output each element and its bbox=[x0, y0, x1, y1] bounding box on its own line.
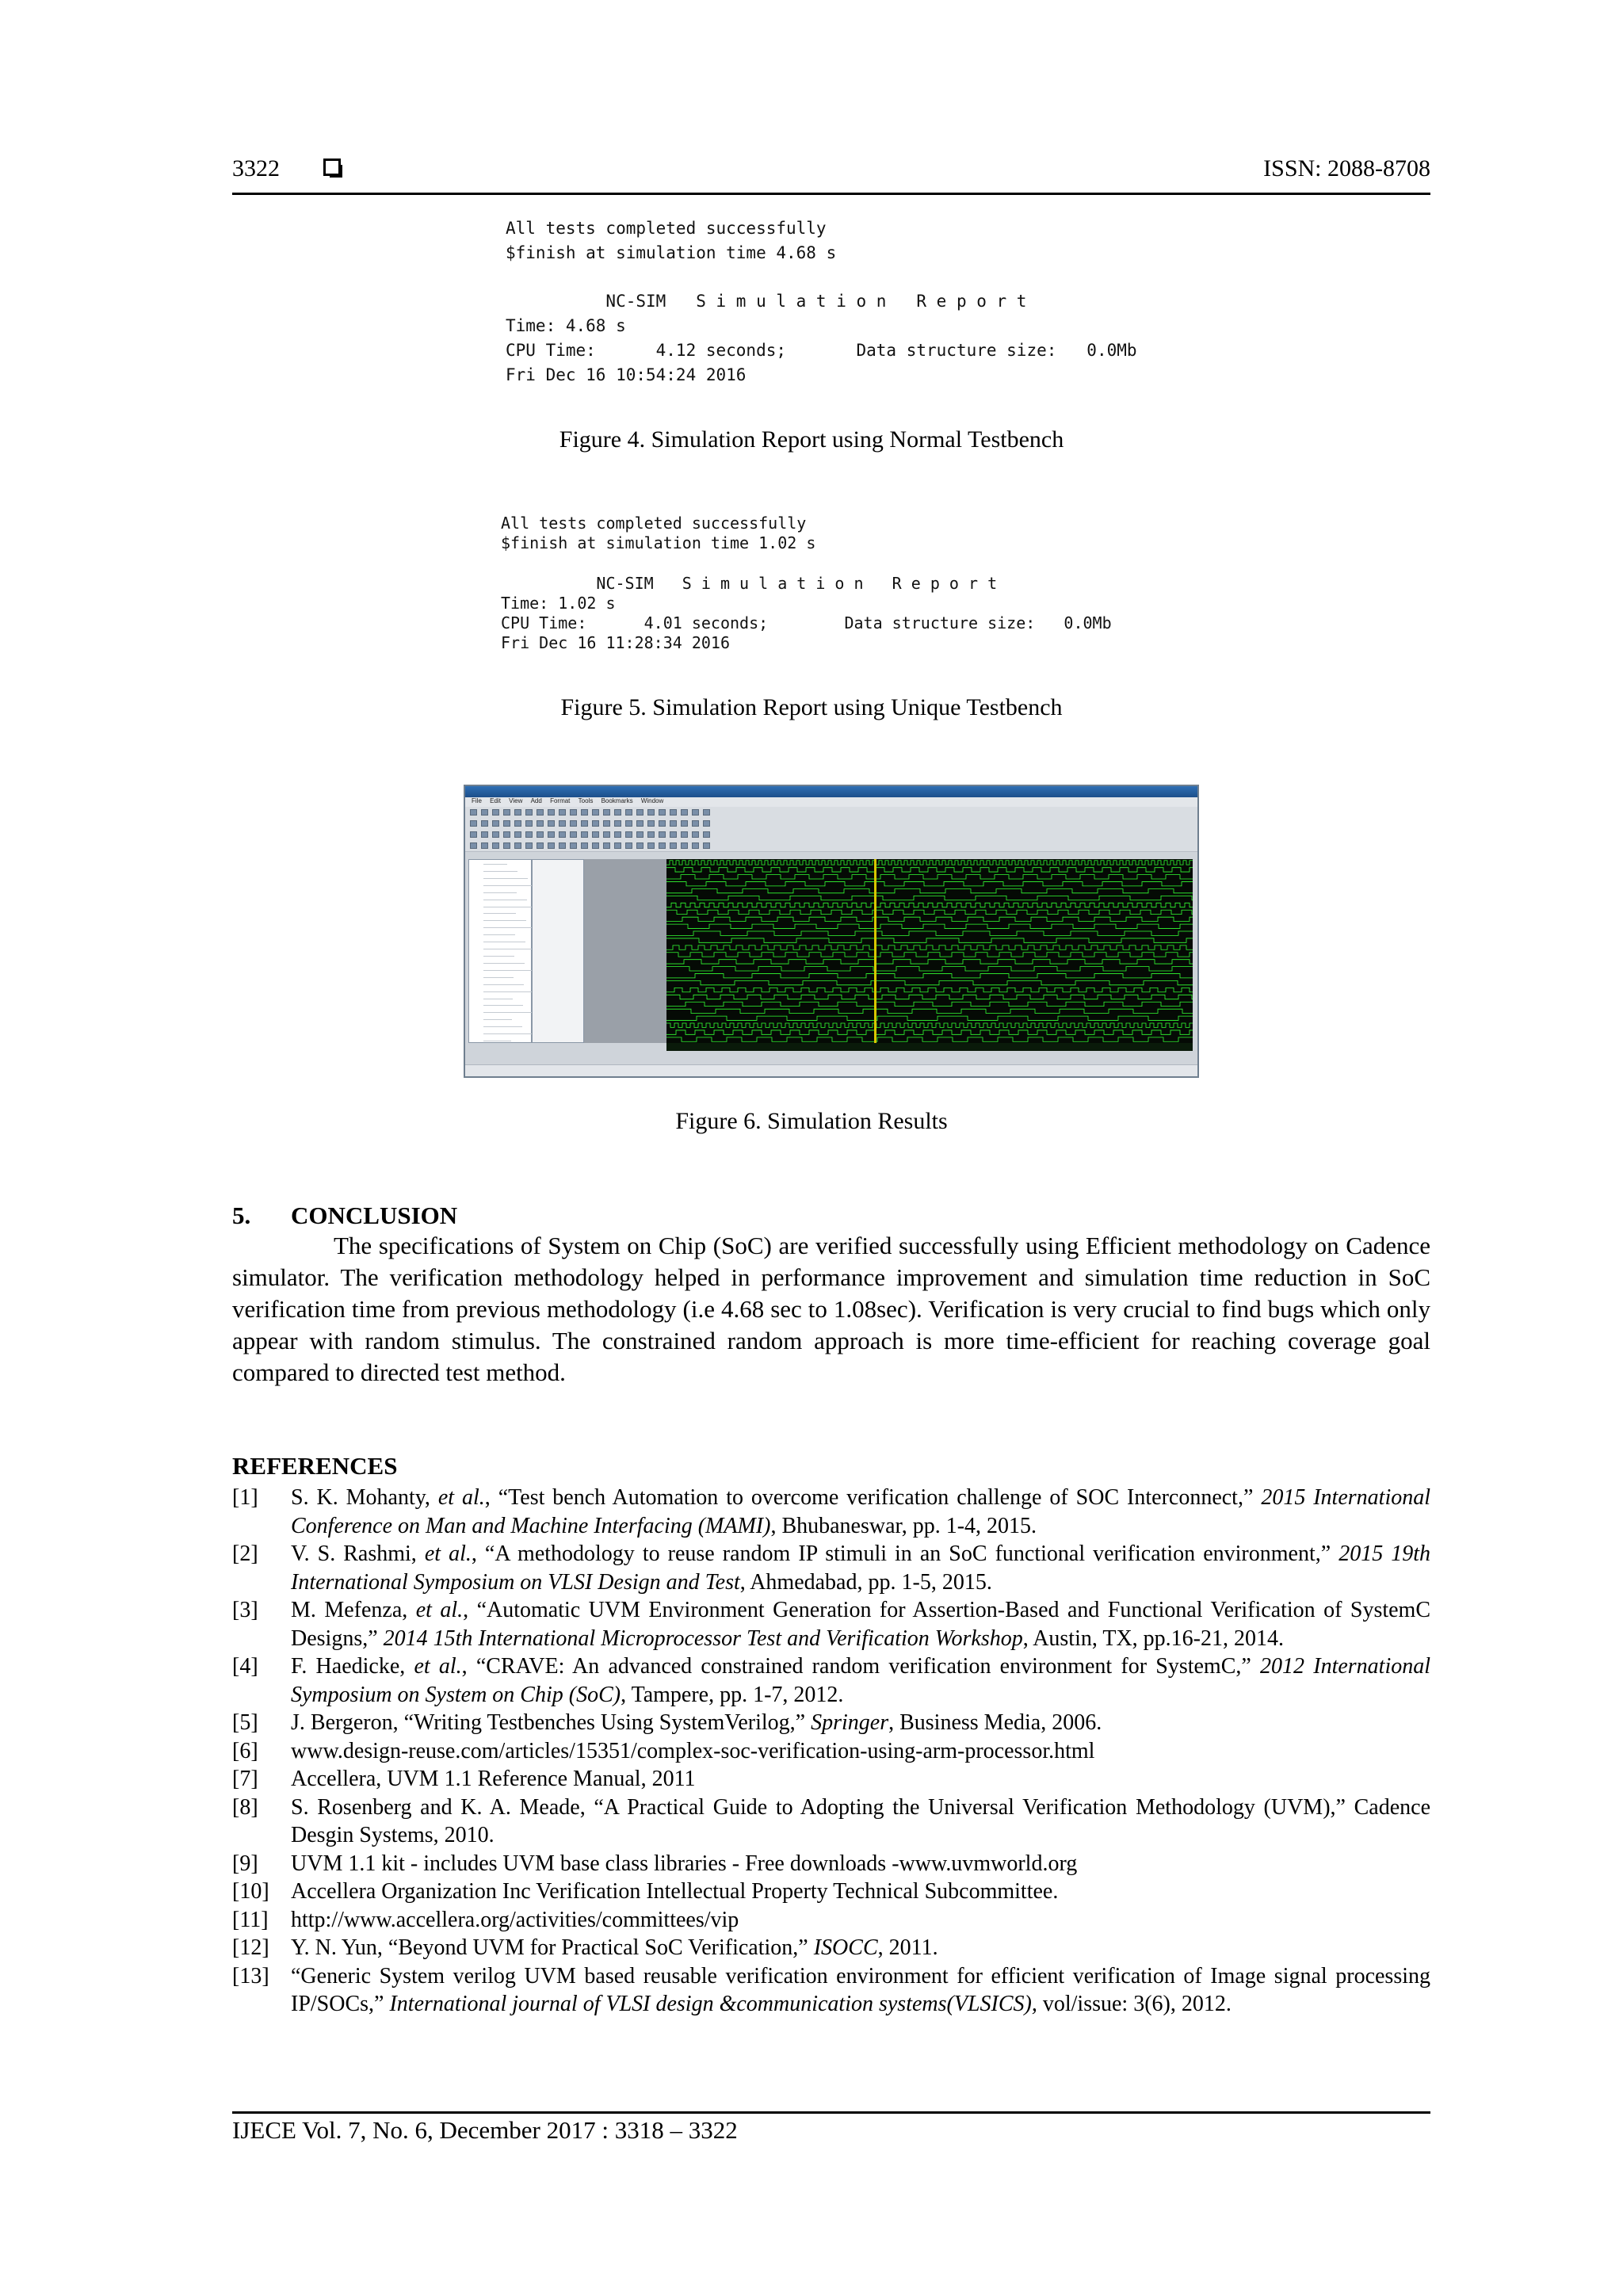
toolbar-button-icon bbox=[603, 820, 610, 827]
toolbar-button-icon bbox=[481, 831, 488, 838]
footer-rule bbox=[232, 2111, 1430, 2114]
waveform-pane bbox=[666, 859, 1193, 1043]
toolbar-button-icon bbox=[603, 831, 610, 838]
header-rule bbox=[232, 193, 1430, 195]
toolbar-button-icon bbox=[703, 809, 710, 816]
reference-text: , Bhubaneswar, pp. 1-4, 2015. bbox=[770, 1513, 1037, 1538]
reference-venue: 2014 15th International Microprocessor Test and Verification Workshop bbox=[383, 1626, 1023, 1651]
reference-venue: Springer bbox=[811, 1710, 889, 1735]
signal-name-row bbox=[483, 878, 528, 879]
conclusion-paragraph: The specifications of System on Chip (SoC) are verified successfully using Efficient methodology on Cadence simulator. The verification methodology helped in performance improvement and simulation time reduction in SoC verification time from previous methodology (i.e 4.68 sec to 1.08sec). Verification is very crucial to find bugs which only appear with random stimulus. The constrained random approach is more time-efficient for reaching coverage goal compared to directed test method. bbox=[232, 1232, 1430, 1386]
signal-name-row bbox=[483, 984, 524, 985]
console-line: $finish at simulation time 4.68 s bbox=[506, 243, 837, 262]
toolbar-button-icon bbox=[592, 831, 599, 838]
toolbar-button-icon bbox=[503, 842, 510, 849]
toolbar-row bbox=[465, 829, 1197, 841]
signal-name-row bbox=[483, 927, 537, 928]
toolbar-button-icon bbox=[525, 831, 533, 838]
toolbar-button-icon bbox=[548, 809, 555, 816]
signal-trace bbox=[666, 980, 1193, 984]
reference-item bbox=[232, 1596, 1430, 1652]
toolbar-button-icon bbox=[636, 831, 643, 838]
reference-item bbox=[232, 1652, 1430, 1709]
reference-item bbox=[232, 1878, 1430, 1906]
toolbar-button-icon bbox=[548, 842, 555, 849]
toolbar-button-icon bbox=[647, 809, 655, 816]
status-bar bbox=[465, 1064, 1197, 1076]
signal-trace bbox=[666, 1002, 1193, 1006]
menu-item: Window bbox=[640, 797, 664, 804]
toolbar-button-icon bbox=[670, 809, 677, 816]
toolbar-button-icon bbox=[681, 831, 688, 838]
toolbar-button-icon bbox=[470, 842, 477, 849]
signal-trace bbox=[666, 1030, 1193, 1034]
reference-venue: ISOCC bbox=[813, 1935, 878, 1960]
reference-text: , Austin, TX, pp.16-21, 2014. bbox=[1022, 1626, 1285, 1651]
reference-text: UVM 1.1 kit - includes UVM base class libraries - Free downloads -www.uvmworld.org bbox=[291, 1851, 1078, 1876]
toolbar-button-icon bbox=[581, 820, 588, 827]
console-line: $finish at simulation time 1.02 s bbox=[501, 533, 816, 552]
reference-index: [1] bbox=[232, 1485, 258, 1510]
reference-text: www.design-reuse.com/articles/15351/complex-soc-verification-using-arm-processor.html bbox=[291, 1738, 1095, 1763]
reference-list bbox=[232, 1484, 1430, 2019]
signal-value-pane bbox=[532, 859, 584, 1043]
reference-item bbox=[232, 1962, 1430, 2019]
console-line: All tests completed successfully bbox=[506, 219, 827, 238]
figure6-caption: Figure 6. Simulation Results bbox=[675, 1108, 948, 1134]
reference-item bbox=[232, 1906, 1430, 1935]
reference-venue: 2015 19th International Symposium on VLSI Design and Test bbox=[291, 1541, 1430, 1595]
references-heading: REFERENCES bbox=[232, 1452, 398, 1480]
toolbar-button-icon bbox=[681, 809, 688, 816]
toolbar-button-icon bbox=[470, 809, 477, 816]
reference-index: [11] bbox=[232, 1907, 269, 1932]
signal-name-row bbox=[483, 885, 538, 886]
reference-text: , “Automatic UVM Environment Generation for Assertion-Based and Functional Verification of SystemC Designs,” bbox=[291, 1598, 1431, 1651]
toolbar-button-icon bbox=[537, 820, 544, 827]
reference-venue: International journal of VLSI design &communication systems(VLSICS), bbox=[389, 1992, 1037, 2016]
toolbar-button-icon bbox=[692, 831, 699, 838]
signal-trace bbox=[666, 988, 1193, 991]
signal-trace bbox=[666, 875, 1193, 879]
console-line: Time: 4.68 s bbox=[506, 316, 626, 335]
signal-trace bbox=[666, 903, 1193, 907]
toolbar-button-icon bbox=[525, 842, 533, 849]
reference-index: [4] bbox=[232, 1654, 258, 1679]
toolbar-button-icon bbox=[670, 820, 677, 827]
toolbar-button-icon bbox=[647, 842, 655, 849]
toolbar-row bbox=[465, 807, 1197, 819]
reference-etal: et al. bbox=[414, 1654, 462, 1679]
reference-text: V. S. Rashmi, bbox=[291, 1541, 425, 1566]
signal-name-row bbox=[483, 963, 525, 964]
reference-text: S. K. Mohanty, bbox=[291, 1485, 438, 1510]
reference-index: [7] bbox=[232, 1767, 258, 1791]
signal-trace bbox=[666, 960, 1193, 964]
signal-name-row bbox=[483, 1033, 533, 1034]
signal-trace bbox=[666, 938, 1193, 942]
signal-trace bbox=[666, 1023, 1193, 1027]
reference-text: “Generic System verilog UVM based reusable verification environment for efficient verification of Image signal processing IP/SOCs,” bbox=[291, 1963, 1430, 2016]
menu-item: Tools bbox=[578, 797, 594, 804]
toolbar-button-icon bbox=[614, 820, 621, 827]
console-line: Fri Dec 16 11:28:34 2016 bbox=[501, 633, 730, 652]
console-line: Fri Dec 16 10:54:24 2016 bbox=[506, 365, 747, 384]
console-line: All tests completed successfully bbox=[501, 514, 807, 533]
toolbar-button-icon bbox=[592, 809, 599, 816]
toolbar-button-icon bbox=[592, 820, 599, 827]
menu-item: Edit bbox=[490, 797, 501, 804]
reference-item bbox=[232, 1737, 1430, 1766]
toolbar-button-icon bbox=[625, 842, 632, 849]
toolbar-button-icon bbox=[492, 831, 499, 838]
toolbar-button-icon bbox=[559, 831, 566, 838]
signal-trace bbox=[666, 882, 1193, 886]
toolbar-button-icon bbox=[581, 831, 588, 838]
toolbar-button-icon bbox=[559, 842, 566, 849]
signal-trace bbox=[666, 931, 1193, 935]
menu-item: Format bbox=[550, 797, 571, 804]
reference-text: , 2011. bbox=[877, 1935, 938, 1960]
toolbar-button-icon bbox=[548, 820, 555, 827]
toolbar-button-icon bbox=[481, 820, 488, 827]
reference-etal: et al. bbox=[424, 1541, 472, 1566]
toolbar-button-icon bbox=[670, 842, 677, 849]
signal-name-row bbox=[483, 1005, 523, 1006]
reference-text: , “CRAVE: An advanced constrained random verification environment for SystemC,” bbox=[461, 1654, 1261, 1679]
reference-text: Accellera Organization Inc Verification Intellectual Property Technical Subcommittee. bbox=[291, 1879, 1059, 1904]
reference-etal: et al. bbox=[415, 1598, 464, 1622]
reference-index: [12] bbox=[232, 1935, 269, 1960]
signal-name-row bbox=[483, 934, 515, 935]
signal-trace bbox=[666, 974, 1193, 978]
toolbar-button-icon bbox=[692, 809, 699, 816]
toolbar-button-icon bbox=[514, 831, 521, 838]
console-line: Time: 1.02 s bbox=[501, 594, 616, 613]
toolbar-button-icon bbox=[659, 820, 666, 827]
toolbar-button-icon bbox=[603, 842, 610, 849]
toolbar-button-icon bbox=[481, 809, 488, 816]
toolbar-row bbox=[465, 840, 1197, 852]
menu-item: Bookmarks bbox=[601, 797, 633, 804]
toolbar-button-icon bbox=[514, 809, 521, 816]
toolbar-button-icon bbox=[692, 842, 699, 849]
toolbar-button-icon bbox=[625, 820, 632, 827]
signal-name-row bbox=[483, 892, 517, 893]
menu-item: Add bbox=[530, 797, 542, 804]
toolbar-button-icon bbox=[592, 842, 599, 849]
signal-trace bbox=[666, 924, 1193, 928]
reference-index: [8] bbox=[232, 1794, 258, 1820]
reference-text: , “Test bench Automation to overcome verification challenge of SOC Interconnect,” bbox=[484, 1485, 1262, 1510]
signal-trace bbox=[666, 967, 1193, 971]
toolbar-button-icon bbox=[514, 820, 521, 827]
toolbar-button-icon bbox=[614, 842, 621, 849]
reference-text: , Tampere, pp. 1-7, 2012. bbox=[621, 1682, 844, 1707]
section-number: 5. bbox=[232, 1201, 251, 1229]
reference-text: Accellera, UVM 1.1 Reference Manual, 2011 bbox=[291, 1767, 696, 1791]
toolbar-button-icon bbox=[525, 809, 533, 816]
signal-trace bbox=[666, 861, 1193, 865]
toolbar-button-icon bbox=[503, 820, 510, 827]
reference-item bbox=[232, 1934, 1430, 1962]
reference-text: vol/issue: 3(6), 2012. bbox=[1037, 1992, 1232, 2016]
console-line: CPU Time: 4.01 seconds; Data structure size: 0.0Mb bbox=[501, 613, 1112, 632]
signal-trace bbox=[666, 896, 1193, 900]
signal-name-row bbox=[483, 970, 535, 971]
signal-trace bbox=[666, 953, 1193, 957]
pane-divider bbox=[584, 859, 666, 1043]
reference-venue: 2012 International Symposium on System on Chip (SoC) bbox=[291, 1654, 1431, 1707]
reference-index: [5] bbox=[232, 1710, 258, 1735]
signal-trace bbox=[666, 888, 1193, 892]
toolbar-button-icon bbox=[636, 809, 643, 816]
toolbar-button-icon bbox=[681, 842, 688, 849]
toolbar-button-icon bbox=[670, 831, 677, 838]
toolbar-button-icon bbox=[570, 809, 577, 816]
reference-text: http://www.accellera.org/activities/committees/vip bbox=[291, 1907, 739, 1932]
menu-item: File bbox=[472, 797, 482, 804]
reference-index: [3] bbox=[232, 1598, 258, 1622]
page-number: 3322 bbox=[232, 155, 280, 181]
signal-name-pane bbox=[468, 859, 532, 1043]
reference-index: [9] bbox=[232, 1851, 258, 1876]
toolbar-button-icon bbox=[659, 831, 666, 838]
toolbar-button-icon bbox=[692, 820, 699, 827]
toolbar-button-icon bbox=[481, 842, 488, 849]
reference-text: , Ahmedabad, pp. 1-5, 2015. bbox=[739, 1569, 992, 1595]
signal-trace bbox=[666, 1016, 1193, 1020]
toolbar-button-icon bbox=[559, 820, 566, 827]
toolbar-button-icon bbox=[636, 842, 643, 849]
simulation-window-screenshot bbox=[464, 785, 1199, 1078]
toolbar-button-icon bbox=[537, 809, 544, 816]
signal-name-row bbox=[483, 977, 514, 978]
time-cursor bbox=[874, 859, 876, 1043]
signal-name-row bbox=[483, 920, 526, 921]
toolbar-button-icon bbox=[492, 842, 499, 849]
toolbar-button-icon bbox=[703, 820, 710, 827]
figure4-console bbox=[506, 219, 1155, 393]
reference-venue: 2015 International Conference on Man and Machine Interfacing (MAMI) bbox=[291, 1485, 1431, 1538]
toolbar-button-icon bbox=[503, 809, 510, 816]
reference-item bbox=[232, 1709, 1430, 1737]
figure4-caption: Figure 4. Simulation Report using Normal Testbench bbox=[559, 426, 1064, 453]
toolbar-button-icon bbox=[537, 842, 544, 849]
figure5-caption: Figure 5. Simulation Report using Unique Testbench bbox=[560, 694, 1063, 720]
toolbar-button-icon bbox=[636, 820, 643, 827]
toolbar-button-icon bbox=[503, 831, 510, 838]
toolbar-button-icon bbox=[537, 831, 544, 838]
toolbar-button-icon bbox=[492, 809, 499, 816]
toolbar-button-icon bbox=[603, 809, 610, 816]
signal-trace bbox=[666, 946, 1193, 949]
toolbar-button-icon bbox=[492, 820, 499, 827]
console-line: NC-SIM S i m u l a t i o n R e p o r t bbox=[501, 574, 998, 593]
toolbar-button-icon bbox=[659, 809, 666, 816]
toolbar-button-icon bbox=[647, 820, 655, 827]
reference-text: F. Haedicke, bbox=[291, 1654, 414, 1679]
signal-trace bbox=[666, 1009, 1193, 1013]
signal-name-row bbox=[483, 913, 516, 914]
reference-item bbox=[232, 1850, 1430, 1878]
signal-trace bbox=[666, 995, 1193, 999]
toolbar-button-icon bbox=[470, 820, 477, 827]
toolbar-row bbox=[465, 818, 1197, 830]
reference-text: J. Bergeron, “Writing Testbenches Using SystemVerilog,” bbox=[291, 1710, 812, 1735]
toolbar-button-icon bbox=[681, 820, 688, 827]
signal-name-row bbox=[483, 991, 534, 992]
toolbar-button-icon bbox=[548, 831, 555, 838]
toolbar-button-icon bbox=[559, 809, 566, 816]
toolbar-button-icon bbox=[703, 842, 710, 849]
waveform-traces bbox=[666, 859, 1193, 1043]
reference-item bbox=[232, 1765, 1430, 1794]
toolbar-button-icon bbox=[647, 831, 655, 838]
toolbar-button-icon bbox=[625, 831, 632, 838]
time-ruler bbox=[666, 1043, 1193, 1051]
reference-text: , Business Media, 2006. bbox=[888, 1710, 1102, 1735]
reference-text: Y. N. Yun, “Beyond UVM for Practical SoC Verification,” bbox=[291, 1935, 814, 1960]
signal-trace bbox=[666, 1037, 1193, 1041]
signal-name-row bbox=[483, 956, 514, 957]
window-menu-bar bbox=[465, 797, 1197, 807]
toolbar-button-icon bbox=[581, 809, 588, 816]
reference-text: M. Mefenza, bbox=[291, 1598, 416, 1622]
reference-text: , “A methodology to reuse random IP stimuli in an SoC functional verification environment,” bbox=[471, 1541, 1339, 1566]
console-line: NC-SIM S i m u l a t i o n R e p o r t bbox=[506, 292, 1027, 311]
toolbar-button-icon bbox=[703, 831, 710, 838]
reference-index: [6] bbox=[232, 1738, 258, 1763]
signal-name-row bbox=[483, 1012, 533, 1013]
reference-index: [2] bbox=[232, 1541, 258, 1566]
toolbar-button-icon bbox=[614, 831, 621, 838]
section-title: CONCLUSION bbox=[291, 1201, 458, 1229]
toolbar-button-icon bbox=[570, 820, 577, 827]
toolbar-button-icon bbox=[570, 842, 577, 849]
signal-name-row bbox=[483, 871, 517, 872]
reference-item bbox=[232, 1794, 1430, 1850]
signal-trace bbox=[666, 868, 1193, 872]
toolbar-button-icon bbox=[614, 809, 621, 816]
reference-etal: et al. bbox=[437, 1485, 485, 1510]
toolbar-button-icon bbox=[625, 809, 632, 816]
reference-index: [13] bbox=[232, 1963, 269, 1988]
signal-name-row bbox=[483, 1019, 512, 1020]
signal-trace bbox=[666, 917, 1193, 921]
reference-item bbox=[232, 1484, 1430, 1540]
toolbar-button-icon bbox=[525, 820, 533, 827]
toolbar-button-icon bbox=[470, 831, 477, 838]
reference-item bbox=[232, 1540, 1430, 1596]
issn: ISSN: 2088-8708 bbox=[1263, 155, 1430, 181]
toolbar-button-icon bbox=[581, 842, 588, 849]
checkbox-square-icon bbox=[323, 159, 341, 176]
toolbar-button-icon bbox=[514, 842, 521, 849]
reference-index: [10] bbox=[232, 1879, 269, 1904]
console-line: CPU Time: 4.12 seconds; Data structure size: 0.0Mb bbox=[506, 341, 1137, 360]
signal-trace bbox=[666, 910, 1193, 914]
signal-name-row bbox=[483, 864, 507, 865]
page-footer: IJECE Vol. 7, No. 6, December 2017 : 3318 – 3322 bbox=[232, 2116, 738, 2144]
menu-item: View bbox=[509, 797, 523, 804]
reference-text: S. Rosenberg and K. A. Meade, “A Practical Guide to Adopting the Universal Verification Methodology (UVM),” Cadence Desgin Systems, 2010. bbox=[291, 1794, 1430, 1847]
window-title-bar bbox=[465, 786, 1197, 797]
figure5-console bbox=[501, 514, 1167, 656]
toolbar-button-icon bbox=[570, 831, 577, 838]
signal-name-row bbox=[483, 1026, 522, 1027]
toolbar-button-icon bbox=[659, 842, 666, 849]
page-header bbox=[232, 155, 1430, 187]
